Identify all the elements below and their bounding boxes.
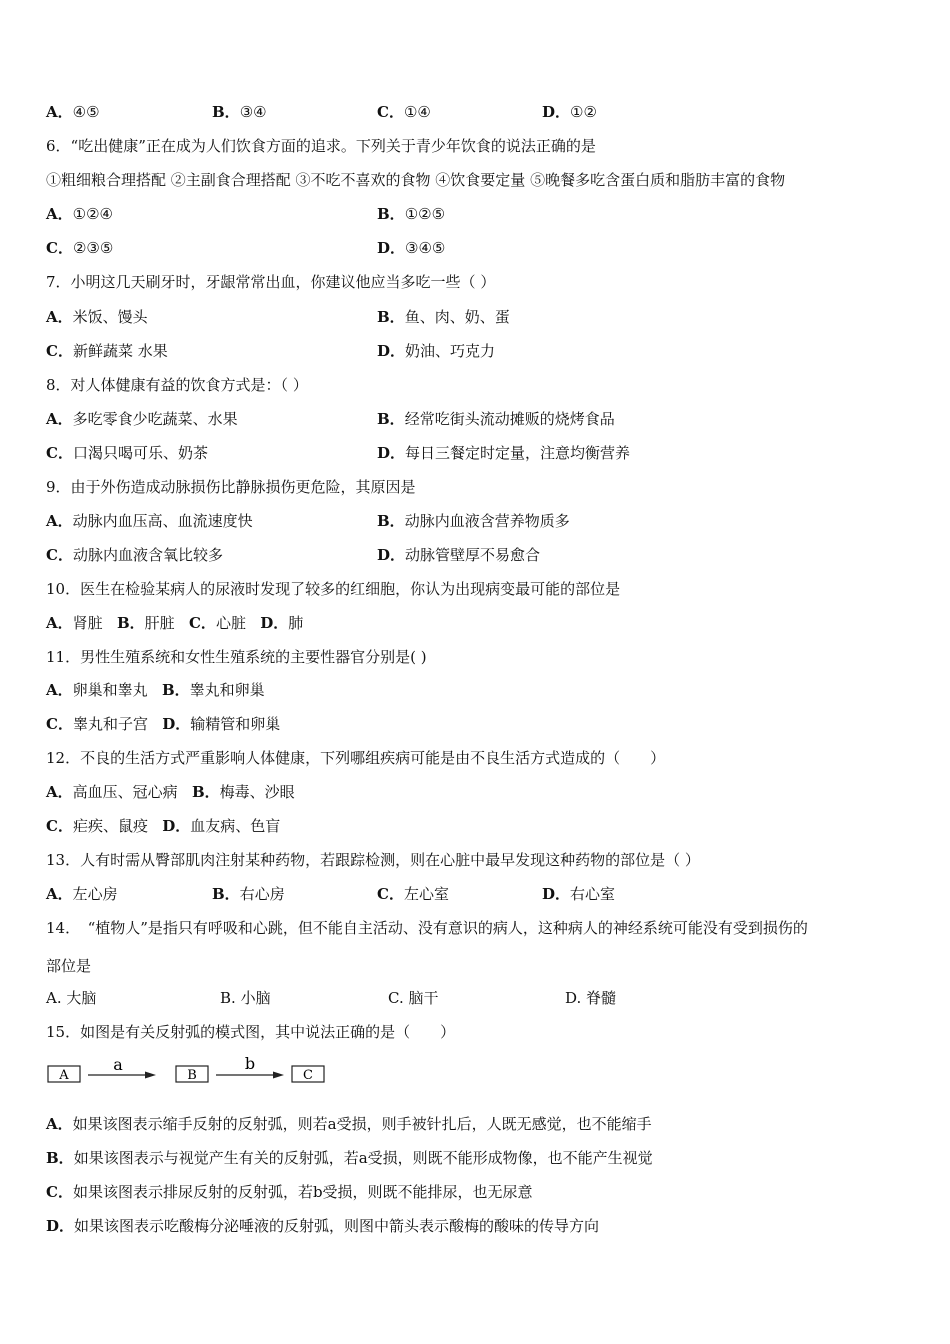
option-label: A． <box>46 614 73 632</box>
q8-option-b <box>377 409 615 429</box>
option-label: A． <box>46 783 73 801</box>
q7-option-c <box>46 341 168 361</box>
option-label: B． <box>191 783 220 801</box>
option-label: D． <box>377 444 406 462</box>
q5-option-d <box>542 102 597 122</box>
q7-option-a <box>46 307 148 327</box>
q14-stem-line2: 部位是 <box>46 957 92 975</box>
q12-options-row1 <box>46 782 295 802</box>
option-text: 每日三餐定时定量，注意均衡营养 <box>405 444 631 462</box>
option-text: 动脉内血液含营养物质多 <box>404 512 570 530</box>
option-label: C． <box>377 885 404 903</box>
q14-option-c <box>388 988 439 1008</box>
q6-option-c <box>46 238 113 258</box>
option-text: 如果该图表示与视觉产生有关的反射弧，若a受损，则既不能形成物像，也不能产生视觉 <box>73 1149 653 1167</box>
q10-stem: 10．医生在检验某病人的尿液时发现了较多的红细胞，你认为出现病变最可能的部位是 <box>46 580 621 598</box>
option-text: ③④ <box>239 103 267 121</box>
q8-option-c <box>46 443 208 463</box>
option-text: 左心室 <box>403 885 449 903</box>
option-text: 米饭、馒头 <box>72 308 148 326</box>
q10-options <box>46 613 303 633</box>
q15-stem: 15．如图是有关反射弧的模式图，其中说法正确的是（ ） <box>46 1023 456 1041</box>
option-label: A． <box>46 512 73 530</box>
option-label: B． <box>46 1149 74 1167</box>
option-label: D． <box>377 239 406 257</box>
option-label: B． <box>377 512 405 530</box>
option-text: 如果该图表示排尿反射的反射弧，若b受损，则既不能排尿，也无尿意 <box>72 1183 533 1201</box>
q8-option-d <box>377 443 630 463</box>
option-text: ②③⑤ <box>72 239 114 257</box>
option-text: 如果该图表示吃酸梅分泌唾液的反射弧，则图中箭头表示酸梅的酸味的传导方向 <box>74 1217 600 1235</box>
option-label: B． <box>161 681 190 699</box>
option-text: ④⑤ <box>72 103 100 121</box>
option-text: 动脉内血液含氧比较多 <box>72 546 223 564</box>
option-label: C. <box>388 989 409 1007</box>
option-text: ①④ <box>403 103 431 121</box>
option-text: 如果该图表示缩手反射的反射弧，则若a受损，则手被针扎后，人既无感觉，也不能缩手 <box>72 1115 652 1133</box>
q6-option-a <box>46 204 113 224</box>
option-text: 奶油、巧克力 <box>405 342 496 360</box>
q12-options-row2 <box>46 816 280 836</box>
option-text: 新鲜蔬菜 水果 <box>72 342 168 360</box>
option-text: 大脑 <box>66 989 97 1007</box>
arrow-a-label: a <box>113 1055 123 1074</box>
option-label: D． <box>260 614 289 632</box>
option-label: C． <box>46 444 73 462</box>
option-label: D． <box>162 817 191 835</box>
arrow-b-head <box>273 1072 284 1079</box>
q13-option-b <box>212 884 285 904</box>
q11-option-d: 输精管和卵巢 <box>190 715 281 733</box>
q11-option-c: 睾丸和子宫 <box>72 715 148 733</box>
option-text: ③④⑤ <box>405 239 446 257</box>
q5-option-c <box>377 102 431 122</box>
q9-option-d <box>377 545 540 565</box>
option-label: B． <box>212 885 240 903</box>
option-label: B． <box>212 103 240 121</box>
q11-options-row2 <box>46 714 280 734</box>
q12-option-b: 梅毒、沙眼 <box>219 783 295 801</box>
q11-options-row1 <box>46 680 265 700</box>
q10-option-d: 肺 <box>288 614 304 632</box>
q11-option-a: 卵巢和睾丸 <box>72 681 148 699</box>
q13-stem: 13．人有时需从臀部肌肉注射某种药物，若跟踪检测，则在心脏中最早发现这种药物的部位是（ ） <box>46 851 700 869</box>
q7-option-b <box>377 307 510 327</box>
q14-option-d <box>565 988 616 1008</box>
q9-option-b <box>377 511 570 531</box>
option-text: 多吃零食少吃蔬菜、水果 <box>72 410 238 428</box>
option-label: A． <box>46 410 73 428</box>
option-label: B． <box>377 205 405 223</box>
option-text: 动脉管壁厚不易愈合 <box>405 546 541 564</box>
option-label: C． <box>188 614 216 632</box>
option-label: D． <box>542 103 571 121</box>
option-text: 鱼、肉、奶、蛋 <box>404 308 510 326</box>
option-label: A． <box>46 681 73 699</box>
q10-option-b: 肝脏 <box>144 614 175 632</box>
q12-option-a: 高血压、冠心病 <box>72 783 178 801</box>
q14-option-a <box>46 988 96 1008</box>
option-label: C． <box>46 817 73 835</box>
q6-stem: 6．“吃出健康”正在成为人们饮食方面的追求。下列关于青少年饮食的说法正确的是 <box>46 137 596 155</box>
q13-option-a <box>46 884 118 904</box>
q7-stem: 7．小明这几天刷牙时，牙龈常常出血，你建议他应当多吃一些（ ） <box>46 273 496 291</box>
q15-option-a <box>46 1114 652 1134</box>
box-b-label: B <box>187 1068 197 1083</box>
q6-items: ①粗细粮合理搭配 ②主副食合理搭配 ③不吃不喜欢的食物 ④饮食要定量 ⑤晚餐多吃含蛋白质和脂肪丰富的食物 <box>46 171 786 189</box>
q10-option-c: 心脏 <box>215 614 246 632</box>
option-text: ①② <box>570 103 597 121</box>
q6-option-b <box>377 204 445 224</box>
q5-option-a <box>46 102 100 122</box>
q15-option-d <box>46 1216 599 1236</box>
q7-option-d <box>377 341 495 361</box>
q10-option-a: 肾脏 <box>72 614 103 632</box>
option-label: C． <box>46 546 73 564</box>
option-text: 右心室 <box>570 885 616 903</box>
option-label: B. <box>220 989 241 1007</box>
q12-option-c: 疟疾、鼠疫 <box>72 817 148 835</box>
option-label: A． <box>46 205 73 223</box>
option-label: C． <box>46 715 73 733</box>
option-label: A． <box>46 103 73 121</box>
arrow-a-head <box>145 1072 156 1079</box>
q8-option-a <box>46 409 238 429</box>
q12-option-d: 血友病、色盲 <box>190 817 281 835</box>
option-text: 动脉内血压高、血流速度快 <box>72 512 253 530</box>
q13-option-d <box>542 884 615 904</box>
option-text: 脊髓 <box>586 989 617 1007</box>
option-label: A． <box>46 1115 73 1133</box>
box-c-label: C <box>303 1068 313 1083</box>
option-label: C． <box>46 342 73 360</box>
option-label: C． <box>46 1183 73 1201</box>
option-label: D． <box>542 885 571 903</box>
option-text: ①②④ <box>72 205 113 223</box>
q9-stem: 9．由于外伤造成动脉损伤比静脉损伤更危险，其原因是 <box>46 478 416 496</box>
option-label: A． <box>46 885 73 903</box>
reflex-arc-diagram <box>46 1055 346 1091</box>
arrow-b-label: b <box>244 1055 256 1073</box>
option-text: 右心房 <box>239 885 285 903</box>
option-label: D． <box>46 1217 75 1235</box>
option-label: C． <box>46 239 73 257</box>
option-label: D． <box>162 715 191 733</box>
option-label: C． <box>377 103 404 121</box>
q6-option-d <box>377 238 445 258</box>
option-text: 小脑 <box>240 989 271 1007</box>
option-label: D． <box>377 546 406 564</box>
q14-stem-line1: 14． “植物人”是指只有呼吸和心跳，但不能自主活动、没有意识的病人，这种病人的神经系统可能没有受到损伤的 <box>46 919 808 937</box>
q9-option-a <box>46 511 253 531</box>
option-label: D． <box>377 342 406 360</box>
q15-option-c <box>46 1182 533 1202</box>
option-text: 左心房 <box>72 885 118 903</box>
q11-stem: 11．男性生殖系统和女性生殖系统的主要性器官分别是( ) <box>46 648 427 666</box>
option-text: ①②⑤ <box>404 205 446 223</box>
q13-option-c <box>377 884 449 904</box>
q8-stem: 8．对人体健康有益的饮食方式是：（ ） <box>46 376 308 394</box>
option-label: D. <box>565 989 587 1007</box>
q5-option-b <box>212 102 267 122</box>
q9-option-c <box>46 545 223 565</box>
box-a-label: A <box>59 1068 69 1083</box>
option-text: 脑干 <box>408 989 439 1007</box>
option-text: 口渴只喝可乐、奶茶 <box>72 444 208 462</box>
option-label: A． <box>46 308 73 326</box>
q12-stem: 12．不良的生活方式严重影响人体健康，下列哪组疾病可能是由不良生活方式造成的（ ） <box>46 749 666 767</box>
option-label: A. <box>46 989 67 1007</box>
q11-option-b: 睾丸和卵巢 <box>189 681 265 699</box>
option-label: B． <box>377 308 405 326</box>
option-label: B． <box>377 410 405 428</box>
option-text: 经常吃街头流动摊贩的烧烤食品 <box>404 410 615 428</box>
q14-option-b <box>220 988 271 1008</box>
q15-option-b <box>46 1148 653 1168</box>
option-label: B． <box>116 614 145 632</box>
